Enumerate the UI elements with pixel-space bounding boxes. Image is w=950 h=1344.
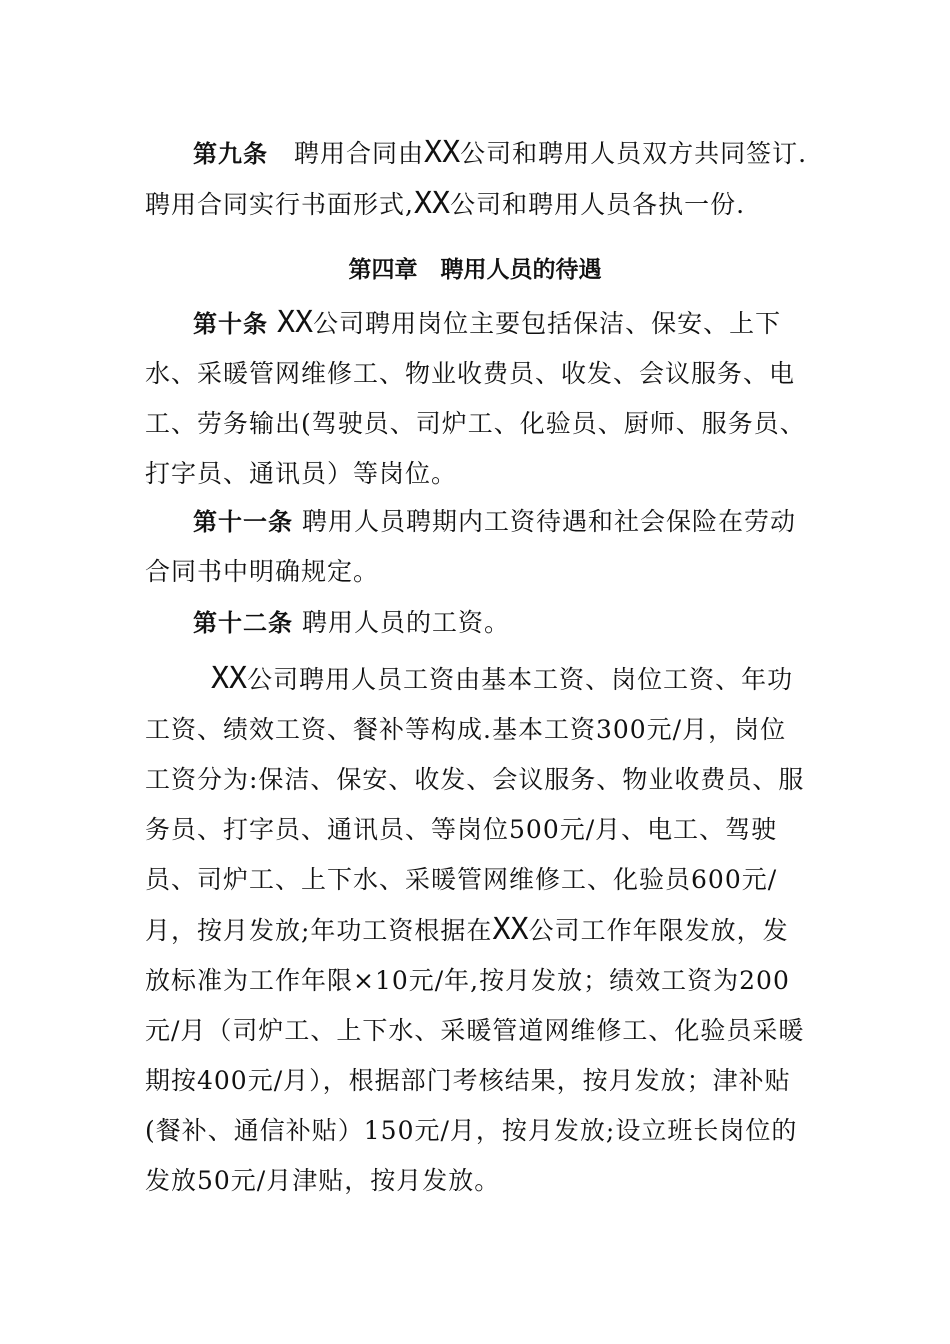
wage-paragraph <box>145 654 810 1206</box>
article-12-paragraph <box>145 598 810 648</box>
wage-text-a: 公司聘用人员工资由基本工资、岗位工资、年功工资、绩效工资、餐补等构成.基本工资300元/月，岗位工资分为:保洁、保安、收发、会议服务、物业收费员、服务员、打字员、通讯员、等岗位500元/月、电工、驾驶员、司炉工、上下水、采暖管网维修工、化验员600元/月，按月发放;年功工资根据在 <box>145 665 805 945</box>
article-9-label: 第九条 <box>193 140 268 168</box>
article-11-label: 第十一条 <box>193 508 293 536</box>
article-9-paragraph <box>145 128 810 230</box>
wage-text-b: 公司工作年限发放，发放标准为工作年限×10元/年,按月发放；绩效工资为200元/月（司炉工、上下水、采暖管道网维修工、化验员采暖期按400元/月），根据部门考核结果，按月发放；津补贴(餐补、通信补贴）150元/月，按月发放;设立班长岗位的发放50元/月津贴，按月发放。 <box>145 916 805 1195</box>
article-11-paragraph <box>145 497 810 597</box>
article-9-text-c: 公司和聘用人员各执一份. <box>450 190 746 219</box>
wage-xx-1: XX <box>211 661 248 696</box>
article-11-text: 聘用人员聘期内工资待遇和社会保险在劳动合同书中明确规定。 <box>145 507 796 586</box>
article-12-label: 第十二条 <box>193 609 293 637</box>
article-10-xx: XX <box>276 305 314 340</box>
article-12-text: 聘用人员的工资。 <box>301 608 510 637</box>
chapter-4-heading: 第四章 聘用人员的待遇 <box>348 257 602 283</box>
wage-xx-2: XX <box>492 912 529 947</box>
article-9-xx-1: XX <box>424 135 461 170</box>
article-9-text-a: 聘用合同由 <box>294 139 425 168</box>
article-10-paragraph <box>145 298 810 499</box>
article-10-label: 第十条 <box>193 310 268 338</box>
article-9-text-b: 公司和聘用人员双方共同签订.聘用合同实行书面形式, <box>145 139 808 219</box>
article-10-text: 公司聘用岗位主要包括保洁、保安、上下水、采暖管网维修工、物业收费员、收发、会议服务、电工、劳务输出(驾驶员、司炉工、化验员、厨师、服务员、打字员、通讯员）等岗位。 <box>145 309 806 488</box>
article-9-xx-2: XX <box>413 186 451 221</box>
